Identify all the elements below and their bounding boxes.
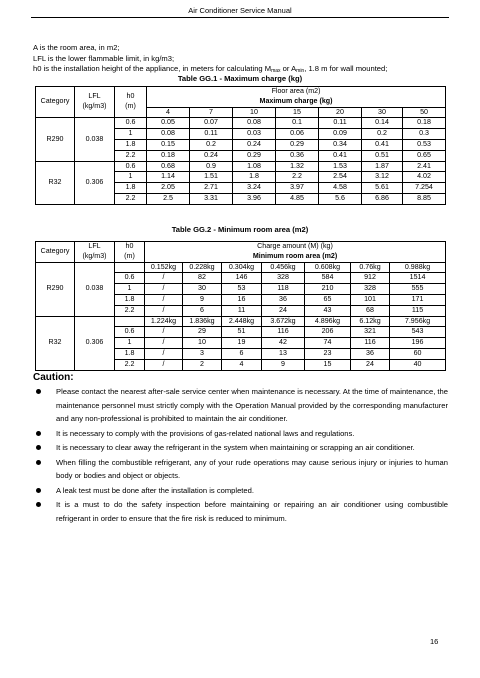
cell-value: 4.02	[403, 172, 446, 183]
cell-value: 0.34	[319, 139, 362, 150]
cell-value: 0.08	[233, 118, 276, 129]
cell-value: 0.15	[147, 139, 190, 150]
cell-value: 0.24	[233, 139, 276, 150]
cell-value: 36	[351, 348, 390, 359]
caution-text: Please contact the nearest after-sale service center when maintenance is necessary. At the time of maintenance, the maintenance personnel must strictly comply with the Operation Manual provided by the corresponding manufacturer and any non-professional is prohibited to maintain the air conditioner.	[56, 387, 448, 423]
cell-value: 43	[305, 305, 351, 316]
cell-h0: 0.6	[115, 327, 145, 338]
cell-value: 2.5	[147, 193, 190, 204]
cell-value: 116	[351, 338, 390, 349]
cell-value: 30	[183, 284, 222, 295]
page-header: Air Conditioner Service Manual	[188, 6, 292, 15]
cell-value: 146	[222, 273, 262, 284]
definition-h0-text: h0 is the installation height of the appliance, in meters for calculating M	[33, 64, 272, 73]
cell-value: 82	[183, 273, 222, 284]
cell-value: /	[145, 284, 183, 295]
cell-category: R32	[36, 161, 75, 204]
cell-h0: 2.2	[115, 305, 145, 316]
header-line: Category	[40, 97, 70, 106]
cell-charge: 0.304kg	[222, 262, 262, 273]
bullet-icon	[36, 488, 41, 493]
table-row	[36, 87, 446, 97]
cell-value: 0.05	[147, 118, 190, 129]
cell-value: 9	[262, 359, 305, 370]
table-row	[36, 262, 446, 273]
cell-value: 5.61	[362, 183, 403, 194]
cell-value: 210	[305, 284, 351, 295]
cell-value: 0.07	[190, 118, 233, 129]
cell-h0: 1.8	[115, 139, 147, 150]
cell-value: 4	[222, 359, 262, 370]
cell-value: /	[145, 338, 183, 349]
caution-item	[36, 484, 448, 498]
header-area-value: 30	[362, 107, 403, 118]
cell-value: 1.08	[233, 161, 276, 172]
table-row	[36, 118, 446, 129]
cell-charge: 2.448kg	[222, 316, 262, 327]
cell-h0: 0.6	[115, 161, 147, 172]
header-area-value: 4	[147, 107, 190, 118]
cell-value: 15	[305, 359, 351, 370]
cell-category: R290	[36, 262, 75, 316]
header-charge-amount: Charge amount (M) (kg)	[145, 242, 446, 252]
cell-charge: 0.76kg	[351, 262, 390, 273]
cell-charge: 0.988kg	[390, 262, 446, 273]
definitions	[33, 43, 453, 77]
cell-value: 584	[305, 273, 351, 284]
cell-lfl: 0.306	[75, 161, 115, 204]
caution-list	[36, 385, 448, 526]
definition-h0-mid: or A	[280, 64, 297, 73]
cell-value: 0.1	[276, 118, 319, 129]
cell-charge: 3.672kg	[262, 316, 305, 327]
cell-value: 2.05	[147, 183, 190, 194]
cell-value: 0.29	[276, 139, 319, 150]
cell-h0: 1	[115, 284, 145, 295]
cell-lfl: 0.306	[75, 316, 115, 370]
header-min-area: Minimum room area (m2)	[145, 252, 446, 262]
cell-value: 1.87	[362, 161, 403, 172]
caution-item	[36, 385, 448, 426]
cell-h0-empty	[115, 262, 145, 273]
cell-value: 2.54	[319, 172, 362, 183]
cell-value: 6	[222, 348, 262, 359]
cell-value: 68	[351, 305, 390, 316]
header-h0	[115, 87, 147, 118]
cell-value: 206	[305, 327, 351, 338]
header-lfl	[75, 242, 115, 263]
cell-value: /	[145, 305, 183, 316]
header-line: h0	[126, 92, 135, 101]
cell-value: 196	[390, 338, 446, 349]
table1-caption: Table GG.1 - Maximum charge (kg)	[177, 74, 303, 83]
cell-value: 1.8	[233, 172, 276, 183]
cell-value: 9	[183, 294, 222, 305]
cell-value: 0.06	[276, 129, 319, 140]
cell-h0-empty	[115, 316, 145, 327]
cell-value: 115	[390, 305, 446, 316]
cell-charge: 1.224kg	[145, 316, 183, 327]
cell-charge: 0.608kg	[305, 262, 351, 273]
cell-value: 101	[351, 294, 390, 305]
cell-value: 13	[262, 348, 305, 359]
cell-charge: 7.956kg	[390, 316, 446, 327]
cell-value: 116	[262, 327, 305, 338]
cell-value: 29	[183, 327, 222, 338]
cell-value: /	[145, 359, 183, 370]
cell-value: 0.68	[147, 161, 190, 172]
table-row	[36, 242, 446, 252]
caution-text: It is necessary to comply with the provisions of gas-related national laws and regulations.	[56, 428, 355, 438]
header-area-value: 7	[190, 107, 233, 118]
cell-value: 0.2	[190, 139, 233, 150]
caution-item	[36, 456, 448, 483]
header-category	[36, 242, 75, 263]
cell-value: 3.12	[362, 172, 403, 183]
cell-value: 6.86	[362, 193, 403, 204]
definition-lfl: LFL is the lower flammable limit, in kg/m3;	[33, 53, 175, 63]
cell-value: 36	[262, 294, 305, 305]
cell-value: 0.09	[319, 129, 362, 140]
cell-charge: 4.896kg	[305, 316, 351, 327]
cell-value: 0.11	[319, 118, 362, 129]
bullet-icon	[36, 445, 41, 450]
caution-text: When filling the combustible refrigerant, any of your rude operations may cause serious injury or injuries to human body or bodies and object or objects.	[56, 457, 448, 480]
cell-value: 0.18	[403, 118, 446, 129]
cell-value: 0.65	[403, 150, 446, 161]
cell-value: 3.31	[190, 193, 233, 204]
header-line: h0	[125, 242, 134, 250]
cell-h0: 0.6	[115, 273, 145, 284]
cell-value: 0.9	[190, 161, 233, 172]
cell-charge: 0.228kg	[183, 262, 222, 273]
cell-value: 555	[390, 284, 446, 295]
cell-value: 23	[305, 348, 351, 359]
cell-value: 42	[262, 338, 305, 349]
max-charge-table	[35, 86, 446, 205]
cell-lfl: 0.038	[75, 118, 115, 161]
cell-value: 3.96	[233, 193, 276, 204]
bullet-icon	[36, 460, 41, 465]
cell-h0: 2.2	[115, 359, 145, 370]
cell-value: 0.2	[362, 129, 403, 140]
cell-lfl: 0.038	[75, 262, 115, 316]
cell-charge: 0.456kg	[262, 262, 305, 273]
cell-h0: 1	[115, 338, 145, 349]
cell-value: 0.53	[403, 139, 446, 150]
bullet-icon	[36, 389, 41, 394]
cell-value: 10	[183, 338, 222, 349]
cell-value: 2.2	[276, 172, 319, 183]
cell-value: 24	[351, 359, 390, 370]
min-area-table	[35, 241, 446, 371]
header-line: Category	[40, 246, 70, 255]
cell-value: 74	[305, 338, 351, 349]
cell-value: 0.36	[276, 150, 319, 161]
header-area-value: 15	[276, 107, 319, 118]
header-line: LFL	[88, 92, 101, 101]
subscript-min: min	[296, 68, 305, 74]
cell-value: 0.18	[147, 150, 190, 161]
header-floor-area: Floor area (m2)	[147, 87, 446, 97]
caution-item	[36, 498, 448, 525]
cell-h0: 2.2	[115, 150, 147, 161]
cell-category: R32	[36, 316, 75, 370]
cell-value: /	[145, 294, 183, 305]
cell-value: 0.11	[190, 129, 233, 140]
cell-value: 40	[390, 359, 446, 370]
cell-value: 0.41	[319, 150, 362, 161]
cell-charge: 0.152kg	[145, 262, 183, 273]
bullet-icon	[36, 431, 41, 436]
cell-value: 328	[351, 284, 390, 295]
table2-caption: Table GG.2 - Minimum room area (m2)	[171, 225, 309, 234]
cell-value: 4.85	[276, 193, 319, 204]
table-row	[36, 161, 446, 172]
cell-value: 321	[351, 327, 390, 338]
header-area-value: 50	[403, 107, 446, 118]
cell-value: 1514	[390, 273, 446, 284]
header-area-value: 10	[233, 107, 276, 118]
cell-h0: 1.8	[115, 348, 145, 359]
header-line: LFL	[88, 242, 101, 250]
cell-value: 2.41	[403, 161, 446, 172]
cell-value: 24	[262, 305, 305, 316]
subscript-max: max	[271, 68, 281, 74]
cell-value: 7.254	[403, 183, 446, 194]
cell-value: 5.6	[319, 193, 362, 204]
cell-value: 543	[390, 327, 446, 338]
cell-h0: 1	[115, 172, 147, 183]
bullet-icon	[36, 502, 41, 507]
cell-value: 912	[351, 273, 390, 284]
page-number: 16	[430, 637, 439, 646]
header-lfl	[75, 87, 115, 118]
cell-value: 60	[390, 348, 446, 359]
cell-value: 0.51	[362, 150, 403, 161]
header-category	[36, 87, 75, 118]
cell-value: 19	[222, 338, 262, 349]
definition-h0-end: , 1.8 m for wall mounted;	[304, 64, 388, 73]
cell-h0: 0.6	[115, 118, 147, 129]
cell-value: 2.71	[190, 183, 233, 194]
cell-h0: 1	[115, 129, 147, 140]
header-line: (m)	[125, 102, 136, 111]
cell-value: 1.32	[276, 161, 319, 172]
header-line: (kg/m3)	[82, 102, 107, 111]
caution-text: It is a must to do the safety inspection before maintaining or repairing an air conditioner using combustible refrigerant in order to ensure that the fire risk is reduced to minimum.	[56, 500, 448, 523]
definition-area: A is the room area, in m2;	[33, 43, 120, 52]
cell-h0: 2.2	[115, 193, 147, 204]
cell-value: 1.51	[190, 172, 233, 183]
cell-value: 8.85	[403, 193, 446, 204]
cell-value: 1.53	[319, 161, 362, 172]
cell-value: 4.58	[319, 183, 362, 194]
cell-value: 16	[222, 294, 262, 305]
cell-charge: 1.836kg	[183, 316, 222, 327]
cell-value: 51	[222, 327, 262, 338]
header-h0	[115, 242, 145, 263]
header-area-value: 20	[319, 107, 362, 118]
caution-text: A leak test must be done after the installation is completed.	[56, 485, 254, 495]
cell-value: 118	[262, 284, 305, 295]
cell-value: /	[145, 327, 183, 338]
cell-h0: 1.8	[115, 183, 147, 194]
cell-value: 3.24	[233, 183, 276, 194]
cell-value: 0.03	[233, 129, 276, 140]
header-line: (m)	[124, 251, 135, 260]
cell-h0: 1.8	[115, 294, 145, 305]
header-divider	[31, 17, 449, 18]
cell-value: 328	[262, 273, 305, 284]
table-row	[36, 316, 446, 327]
cell-value: /	[145, 348, 183, 359]
caution-item	[36, 441, 448, 455]
cell-value: 0.3	[403, 129, 446, 140]
cell-value: 171	[390, 294, 446, 305]
cell-value: 53	[222, 284, 262, 295]
cell-value: 65	[305, 294, 351, 305]
header-max-charge: Maximum charge (kg)	[147, 97, 446, 107]
cell-value: 6	[183, 305, 222, 316]
cell-charge: 6.12kg	[351, 316, 390, 327]
cell-value: 0.29	[233, 150, 276, 161]
cell-value: 3.97	[276, 183, 319, 194]
header-line: (kg/m3)	[82, 251, 107, 260]
cell-value: 11	[222, 305, 262, 316]
caution-text: It is necessary to clear away the refrigerant in the system when maintaining or scrapping an air conditioner.	[56, 443, 415, 452]
cell-value: 0.41	[362, 139, 403, 150]
cell-value: 0.14	[362, 118, 403, 129]
caution-title: Caution:	[33, 372, 74, 383]
cell-category: R290	[36, 118, 75, 161]
cell-value: 3	[183, 348, 222, 359]
cell-value: 2	[183, 359, 222, 370]
cell-value: 0.08	[147, 129, 190, 140]
cell-value: 1.14	[147, 172, 190, 183]
cell-value: /	[145, 273, 183, 284]
caution-item	[36, 427, 448, 441]
cell-value: 0.24	[190, 150, 233, 161]
